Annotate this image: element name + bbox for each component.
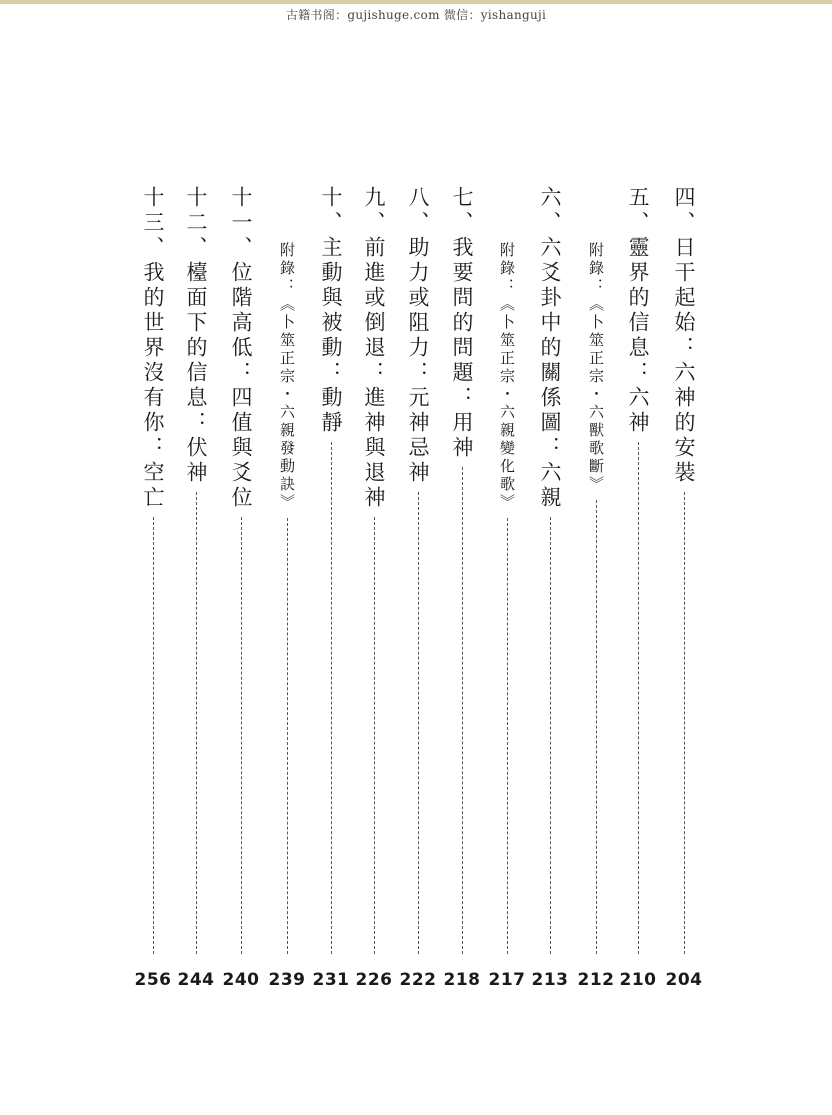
- toc-page-number: 231: [312, 970, 350, 990]
- toc-page-number: 210: [619, 970, 657, 990]
- dotted-leader: [462, 467, 463, 954]
- dotted-leader: [287, 518, 288, 954]
- toc-entry[interactable]: [359, 186, 389, 954]
- dotted-leader: [596, 500, 597, 954]
- toc-page-number: 217: [488, 970, 526, 990]
- dotted-leader: [684, 492, 685, 954]
- dotted-leader: [638, 442, 639, 954]
- watermark: 古籍书阁：gujishuge.com 微信：yishanguji: [285, 8, 547, 22]
- toc-page-number: 240: [222, 970, 260, 990]
- toc-appendix-entry[interactable]: [272, 186, 302, 954]
- toc-entry-title: 十、主動與被動：動靜: [319, 186, 343, 436]
- toc-entry-title: 十一、位階高低：四值與爻位: [229, 186, 253, 511]
- toc-entry[interactable]: [316, 186, 346, 954]
- toc-appendix-entry[interactable]: [581, 186, 611, 954]
- toc-entry-title: 附錄：《卜筮正宗・六親發動訣》: [278, 242, 296, 512]
- toc-entry-title: 五、靈界的信息：六神: [626, 186, 650, 436]
- dotted-leader: [418, 492, 419, 954]
- toc-page-number: 218: [443, 970, 481, 990]
- toc-entry[interactable]: [138, 186, 168, 954]
- toc-entry-title: 六、六爻卦中的關係圖：六親: [538, 186, 562, 511]
- dotted-leader: [331, 442, 332, 954]
- toc-entry-title: 附錄：《卜筮正宗・六親變化歌》: [498, 242, 516, 512]
- toc-entry[interactable]: [226, 186, 256, 954]
- toc-appendix-entry[interactable]: [492, 186, 522, 954]
- toc-page-number: 244: [177, 970, 215, 990]
- dotted-leader: [196, 492, 197, 954]
- toc-page-number: 222: [399, 970, 437, 990]
- dotted-leader: [374, 517, 375, 954]
- toc-entry[interactable]: [403, 186, 433, 954]
- dotted-leader: [153, 517, 154, 954]
- dotted-leader: [550, 517, 551, 954]
- toc-entry[interactable]: [623, 186, 653, 954]
- toc-page-number: 212: [577, 970, 615, 990]
- toc-entry-title: 七、我要問的問題：用神: [450, 186, 474, 461]
- toc-entry[interactable]: [535, 186, 565, 954]
- toc-page-number: 239: [268, 970, 306, 990]
- toc-page-number: 204: [665, 970, 703, 990]
- toc-entry-title: 十三、我的世界沒有你：空亡: [141, 186, 165, 511]
- toc-page-number: 213: [531, 970, 569, 990]
- toc-page-number: 256: [134, 970, 172, 990]
- toc-entry-title: 八、助力或阻力：元神忌神: [406, 186, 430, 486]
- toc-entry[interactable]: [669, 186, 699, 954]
- dotted-leader: [507, 518, 508, 954]
- toc-page-number: 226: [355, 970, 393, 990]
- dotted-leader: [241, 517, 242, 954]
- toc-entry-title: 四、日干起始：六神的安裝: [672, 186, 696, 486]
- toc-entry-title: 十二、檯面下的信息：伏神: [184, 186, 208, 486]
- toc-entry[interactable]: [181, 186, 211, 954]
- top-border: [0, 0, 832, 4]
- toc-entry-title: 附錄：《卜筮正宗・六獸歌斷》: [587, 242, 605, 494]
- toc-entry[interactable]: [447, 186, 477, 954]
- toc-entry-title: 九、前進或倒退：進神與退神: [362, 186, 386, 511]
